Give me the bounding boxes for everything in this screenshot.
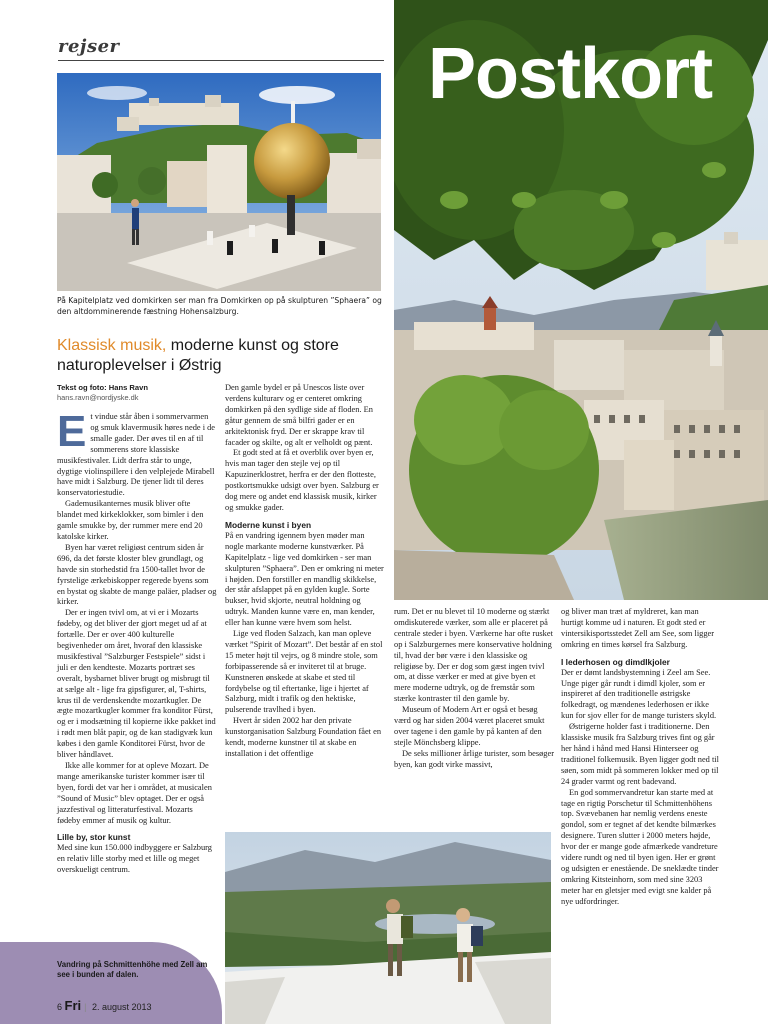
article-column-3 [394,607,554,771]
headline-rest: moderne kunst og store naturoplevelser i Østrig [57,337,339,374]
paragraph: En god sommervandretur kan starte med at tage en rigtig Porschetur til Schmittenhöhens top. Svævebanen har nemlig verdens eneste gondol, som er tegnet af det kendte bilmærkes designere. Turen slutter i 2000 meters højde, hvor der er mange gode afmærkede vandreture videre rundt og ned til byen igen. Her er grønt og udsigten er enestående. De sneklædte tinder omkring Kitsteinhorn, som med sine 3203 meter har en gletsjer med evigt sne kalder på nye udfordringer. [561,787,719,906]
dropcap: E [57,407,87,456]
paragraph: På en vandring igennem byen møder man nogle markante moderne kunstværker. På Kapitelplatz - lige ved domkirken - ser man skulpturen ”Sphaera”. Den er omkring ni meter i højden. Den forstiller en mandlig skikkelse, der står afslappet på en gylden kugle. Sorte bukser, hvid skjorte, neutral holdning og udtryk. Manden kunne være en, man kender, eller han kunne være hvem som helst. [225,530,384,628]
section-label: rejser [58,36,120,57]
paragraph: t vindue står åben i sommervarmen og smuk klavermusik høres nede i de smalle gader. Der øves til en af til sommerens store klassiske musikfestivaler. Lidt derfra står to unge, dygtige violinspillere i den velplejede Mirabell have midt i Salzburg. De tjener lidt til deres konservatoriestudie. [57,412,216,498]
photo-hikers [225,832,551,1024]
paragraph: Museum of Modern Art er også et besøg værd og har siden 2004 været placeret smukt over tagene i den gamle by på kanten af den stejle Mönchsberg klippe. [394,705,545,747]
brand-logo: Fri [64,998,82,1013]
paragraph: Østrigerne holder fast i traditionerne. Den klassiske musik fra Salzburg trives fint og går her hånd i hånd med Hansi Hinterseer og traditionel folkemusik. Byen ligger godt ned til søen, som midt på sommeren lokker med op til 24 grader varmt og rent badevand. [561,722,719,786]
paragraph: Der er dømt landsbystemning i Zeel am See. Unge piger går rundt i dimdl kjoler, som er inspireret af den traditionelle østrigske folkedragt, og mændenes lederhosen er ikke kun for sjov eller for de mange turisters skyld. [561,667,717,721]
paragraph: Den gamle bydel er på Unescos liste over verdens kulturarv og er centeret omkring domkirken på den sydlige side af floden. En gåtur gennem de små bilfri gader er en arkitektonisk fryd. Der er skrappe krav til facader og skilte, og alt er velholdt og pænt. [225,383,373,447]
article-headline [57,336,387,376]
paragraph: Gademusikanternes musik bliver ofte blandet med kirkeklokker, som bimler i den gamle smukke by, der rummer mere end 20 katolske kirker. [57,499,204,541]
paragraph: Lige ved floden Salzach, kan man opleve værket ”Spirit of Mozart”. Det består af en stol 15 meter højt til vejrs, og 8 mindre stole, som forbipasserende så er inviteret til at bruge. Kunstneren ønskede at skabe et sted til fordybelse og til eftertanke, lige i hjertet af Salzburg, midt i trafik og den hektiske, pulserende travlhed i byen. [225,629,383,715]
photo-caption: På Kapitelplatz ved domkirken ser man fra Domkirken op på skulpturen ”Sphaera” og den altdomminerende fæstning Hohensalzburg. [57,296,382,316]
subheading: Lille by, stor kunst [57,832,131,843]
paragraph: Hvert år siden 2002 har den private kunstorganisation Salzburg Foundation fået en kendt, moderne kunstner til at skabe en installation i det offentlige [225,716,382,758]
article-column-4 [561,607,721,908]
paragraph: De seks millioner årlige turister, som besøger byen, kan godt virke massivt, [394,748,555,769]
subheading: Moderne kunst i byen [225,519,312,530]
photo-kapitelplatz [57,73,381,291]
paragraph: Der er ingen tvivl om, at vi er i Mozarts fødeby, og det bliver der gjort meget ud af at fortælle. Der er over 400 kulturelle begivenheder om året, hvoraf den klassiske musikfestival ”Salzburger Festspiele” sidst i juli er den kendteste. Mozarts portræt ses overalt, bysbarnet bliver brugt og misbrugt til at sælge alt - lige fra gipsfigurer, øl, T-shirts, krus til de verdenskendte mozartkugler. De ægte mozartkugler kommer fra konditor Fürst, og er i modsætning til kopierne ikke pakket ind i rødt men blåt papir, og de kan stadigvæk kun købes i den gamle Konditorei Fürst, hvor de bliver håndlavet. [57,608,216,760]
article-column-1 [57,383,217,876]
photo-caption: Vandring på Schmittenhöhe med Zell am see i bunden af dalen. [57,960,208,980]
page-number: 6 [57,1002,63,1012]
paragraph: Et godt sted at få et overblik over byen er, hvis man tager den stejle vej op til Kapuzinerklostret, herfra er der den flotteste, postkortsmukke udsigt over byen. Salzburg er dog mere og andet end klassisk musik, kirker og smukke gader. [225,448,379,512]
paragraph: rum. Det er nu blevet til 10 moderne og stærkt omdiskuterede værker, som alle er placeret på centrale steder i byen. Værkerne har ofte rusket op i Salzburgernes mere konservative holdning til, hvad der bør være i den klassiske og religiøse by. Der er dog som gæst ingen tvivl om, at disse værker er med at give byen et mere moderne udtryk, og de fremstår som stærke kontraster til den gamle by. [394,607,553,704]
byline: Tekst og foto: Hans Ravn [57,383,148,392]
headline-accent: Klassisk musik, [57,337,167,354]
footer-separator: | [84,1002,87,1012]
paragraph: Ikke alle kommer for at opleve Mozart. De mange amerikanske turister kommer især til byen, fordi det var her i området, at musicalen ”Sound of Music” blev optaget. Der er også jazzfestival og litteraturfestival. Mozarts fødeby emmer af musik og kultur. [57,761,212,825]
issue-date: 2. august 2013 [92,1002,152,1012]
paragraph: Byen har været religiøst centrum siden år 696, da det første kloster blev grundlagt, og havde sin storhedstid fra 1500-tallet hvor de fyrstelige ærkebiskopper regerede byens som en bystat og skabte de mange paläer, pladser og kirker. [57,542,217,607]
paragraph: Med sine kun 150.000 indbyggere er Salzburg en relativ lille storby med et lille og meget overskueligt centrum. [57,843,212,875]
paragraph: og bliver man træt af myldreret, kan man hurtigt komme ud i naturen. Et godt sted er vintersikisportsstedet Zell am See, som ligger omkring en times kørsel fra Salzburg. [561,607,715,649]
lead-paragraph [57,407,217,499]
page-title: Postkort [428,34,713,114]
byline-email: hans.ravn@nordjyske.dk [57,393,139,402]
article-column-2 [225,383,385,760]
subheading: I lederhosen og dimdlkjoler [561,656,670,667]
page-footer [57,999,152,1014]
section-divider [58,60,384,61]
